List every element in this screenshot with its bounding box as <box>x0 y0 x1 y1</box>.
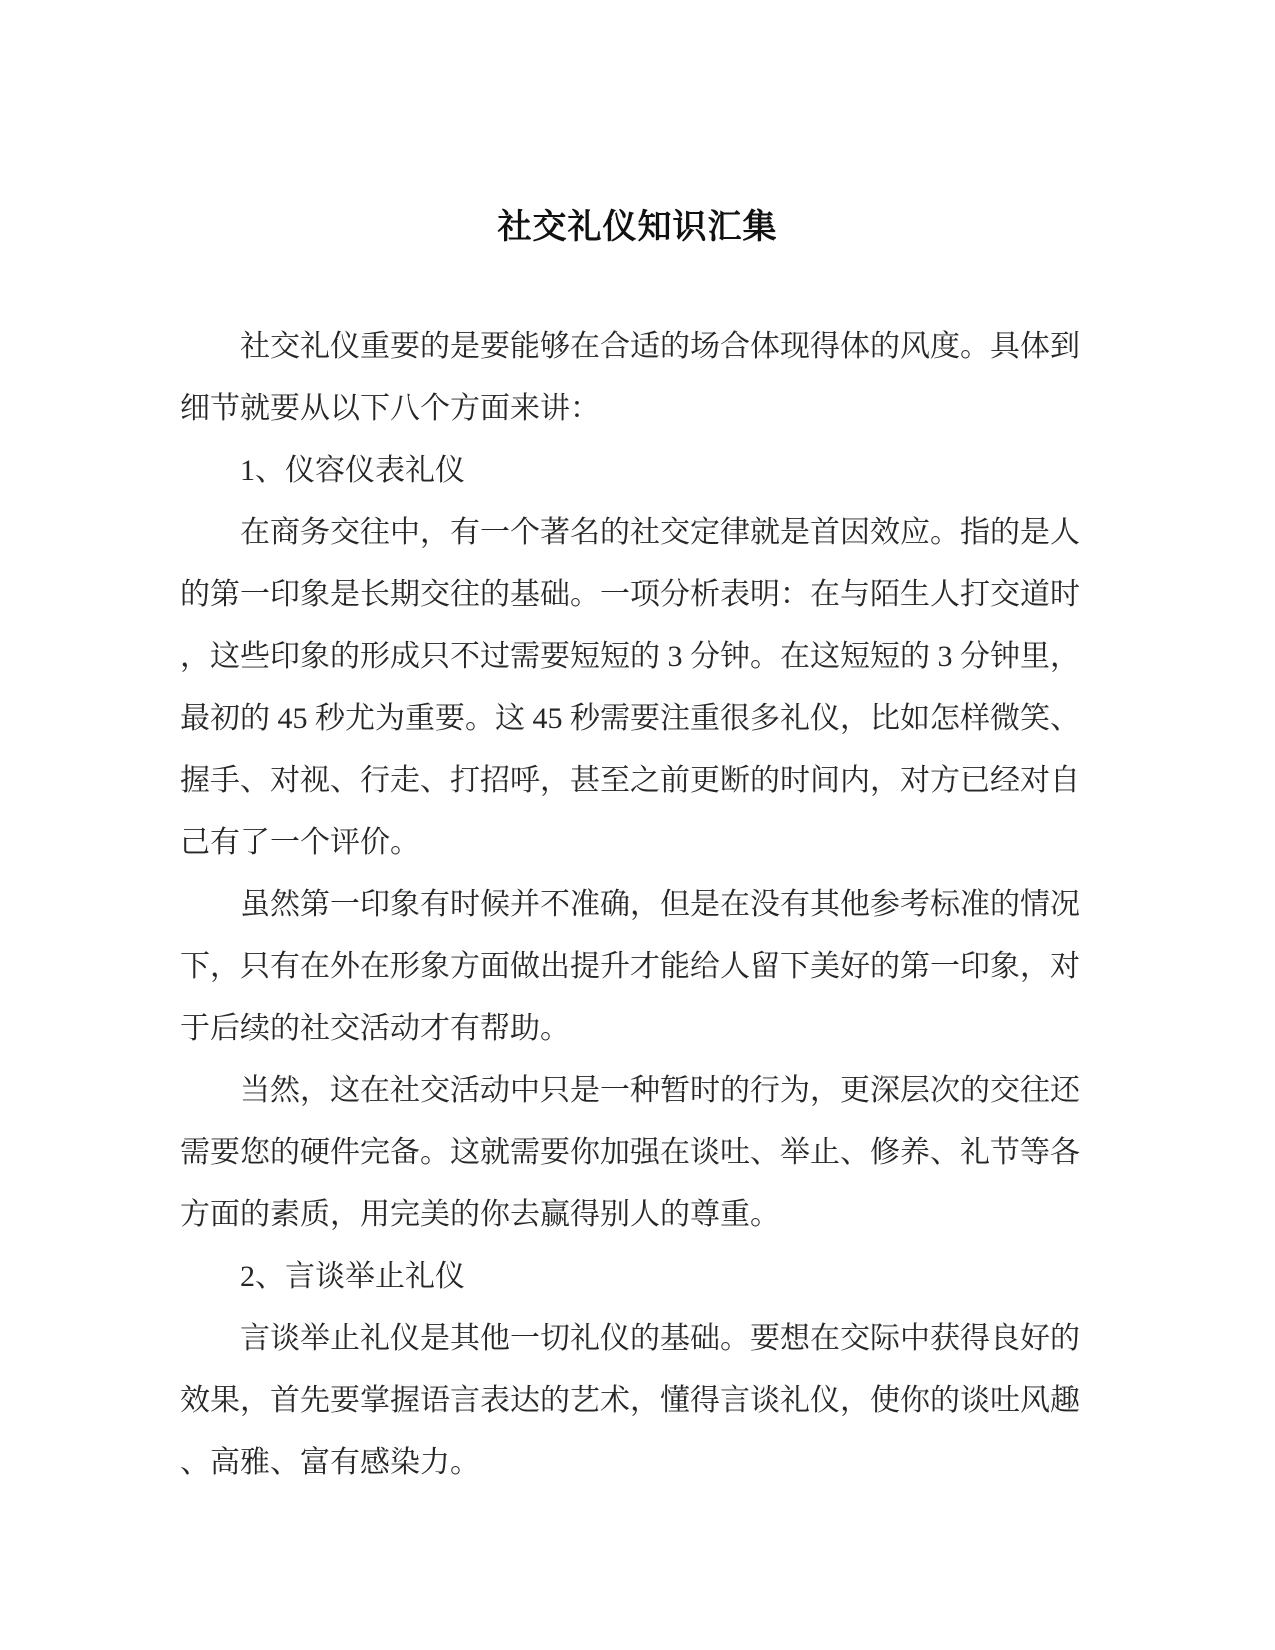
text-line: 1、仪容仪表礼仪 <box>240 454 465 487</box>
document-title: 社交礼仪知识汇集 <box>497 208 778 246</box>
text-line: 虽然第一印象有时候并不准确，但是在没有其他参考标准的情况 <box>240 888 1080 921</box>
paragraph <box>180 316 1100 440</box>
text-line: 需要您的硬件完备。这就需要你加强在谈吐、举止、修养、礼节等各 <box>180 1136 1080 1169</box>
document-body <box>180 316 1100 1494</box>
text-line: 最初的 45 秒尤为重要。这 45 秒需要注重很多礼仪，比如怎样微笑、 <box>180 702 1080 735</box>
text-line: 、高雅、富有感染力。 <box>180 1446 480 1479</box>
text-line: 方面的素质，用完美的你去赢得别人的尊重。 <box>180 1198 780 1231</box>
paragraph <box>180 1246 1100 1308</box>
text-line: 当然，这在社交活动中只是一种暂时的行为，更深层次的交往还 <box>240 1074 1080 1107</box>
text-line: 言谈举止礼仪是其他一切礼仪的基础。要想在交际中获得良好的 <box>240 1322 1080 1355</box>
paragraph <box>180 440 1100 502</box>
text-line: 下，只有在外在形象方面做出提升才能给人留下美好的第一印象，对 <box>180 950 1080 983</box>
paragraph <box>180 874 1100 1060</box>
text-line: 社交礼仪重要的是要能够在合适的场合体现得体的风度。具体到 <box>240 330 1080 363</box>
text-line: 己有了一个评价。 <box>180 826 420 859</box>
paragraph <box>180 502 1100 874</box>
text-line: 的第一印象是长期交往的基础。一项分析表明：在与陌生人打交道时 <box>180 578 1080 611</box>
paragraph <box>180 1308 1100 1494</box>
paragraph <box>180 1060 1100 1246</box>
text-line: 2、言谈举止礼仪 <box>240 1260 465 1293</box>
text-line: 细节就要从以下八个方面来讲： <box>180 392 600 425</box>
text-line: ，这些印象的形成只不过需要短短的 3 分钟。在这短短的 3 分钟里， <box>180 640 1080 673</box>
text-line: 握手、对视、行走、打招呼，甚至之前更断的时间内，对方已经对自 <box>180 764 1080 797</box>
text-line: 于后续的社交活动才有帮助。 <box>180 1012 570 1045</box>
text-line: 在商务交往中，有一个著名的社交定律就是首因效应。指的是人 <box>240 516 1080 549</box>
text-line: 效果，首先要掌握语言表达的艺术，懂得言谈礼仪，使你的谈吐风趣 <box>180 1384 1080 1417</box>
